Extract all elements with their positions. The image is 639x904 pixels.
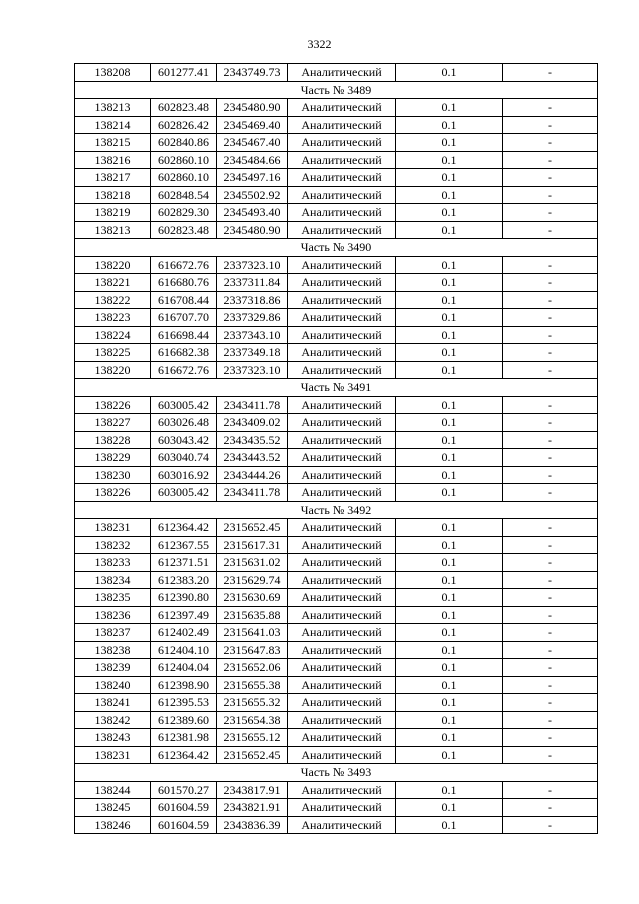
y-coordinate-cell: 2337343.10 xyxy=(217,326,288,344)
x-coordinate-cell: 616672.76 xyxy=(151,361,217,379)
section-title: Часть № 3492 xyxy=(75,501,598,519)
y-coordinate-cell: 2315630.69 xyxy=(217,589,288,607)
accuracy-cell: 0.1 xyxy=(396,291,503,309)
x-coordinate-cell: 602860.10 xyxy=(151,169,217,187)
y-coordinate-cell: 2343836.39 xyxy=(217,816,288,834)
table-row xyxy=(75,711,598,729)
accuracy-cell: 0.1 xyxy=(396,186,503,204)
y-coordinate-cell: 2315629.74 xyxy=(217,571,288,589)
x-coordinate-cell: 612404.10 xyxy=(151,641,217,659)
point-number-cell: 138208 xyxy=(75,64,151,82)
x-coordinate-cell: 616682.38 xyxy=(151,344,217,362)
x-coordinate-cell: 616698.44 xyxy=(151,326,217,344)
section-header-row xyxy=(75,379,598,397)
y-coordinate-cell: 2315641.03 xyxy=(217,624,288,642)
note-cell: - xyxy=(503,256,598,274)
accuracy-cell: 0.1 xyxy=(396,449,503,467)
table-row xyxy=(75,676,598,694)
table-row xyxy=(75,624,598,642)
y-coordinate-cell: 2337349.18 xyxy=(217,344,288,362)
accuracy-cell: 0.1 xyxy=(396,746,503,764)
method-cell: Аналитический xyxy=(288,729,396,747)
y-coordinate-cell: 2345484.66 xyxy=(217,151,288,169)
coordinates-table-body xyxy=(75,64,598,834)
accuracy-cell: 0.1 xyxy=(396,204,503,222)
x-coordinate-cell: 612381.98 xyxy=(151,729,217,747)
table-row xyxy=(75,519,598,537)
point-number-cell: 138221 xyxy=(75,274,151,292)
y-coordinate-cell: 2343411.78 xyxy=(217,396,288,414)
point-number-cell: 138216 xyxy=(75,151,151,169)
point-number-cell: 138246 xyxy=(75,816,151,834)
table-row xyxy=(75,134,598,152)
x-coordinate-cell: 603043.42 xyxy=(151,431,217,449)
table-row xyxy=(75,589,598,607)
y-coordinate-cell: 2343443.52 xyxy=(217,449,288,467)
note-cell: - xyxy=(503,536,598,554)
point-number-cell: 138229 xyxy=(75,449,151,467)
accuracy-cell: 0.1 xyxy=(396,396,503,414)
note-cell: - xyxy=(503,64,598,82)
accuracy-cell: 0.1 xyxy=(396,134,503,152)
y-coordinate-cell: 2315652.45 xyxy=(217,746,288,764)
x-coordinate-cell: 612398.90 xyxy=(151,676,217,694)
x-coordinate-cell: 602860.10 xyxy=(151,151,217,169)
section-title: Часть № 3489 xyxy=(75,81,598,99)
method-cell: Аналитический xyxy=(288,606,396,624)
point-number-cell: 138240 xyxy=(75,676,151,694)
point-number-cell: 138223 xyxy=(75,309,151,327)
method-cell: Аналитический xyxy=(288,589,396,607)
method-cell: Аналитический xyxy=(288,676,396,694)
accuracy-cell: 0.1 xyxy=(396,344,503,362)
y-coordinate-cell: 2345502.92 xyxy=(217,186,288,204)
point-number-cell: 138233 xyxy=(75,554,151,572)
x-coordinate-cell: 612390.80 xyxy=(151,589,217,607)
note-cell: - xyxy=(503,746,598,764)
point-number-cell: 138235 xyxy=(75,589,151,607)
note-cell: - xyxy=(503,361,598,379)
note-cell: - xyxy=(503,186,598,204)
x-coordinate-cell: 616680.76 xyxy=(151,274,217,292)
note-cell: - xyxy=(503,449,598,467)
method-cell: Аналитический xyxy=(288,694,396,712)
method-cell: Аналитический xyxy=(288,519,396,537)
method-cell: Аналитический xyxy=(288,99,396,117)
y-coordinate-cell: 2315655.12 xyxy=(217,729,288,747)
point-number-cell: 138213 xyxy=(75,221,151,239)
accuracy-cell: 0.1 xyxy=(396,729,503,747)
note-cell: - xyxy=(503,274,598,292)
y-coordinate-cell: 2315635.88 xyxy=(217,606,288,624)
note-cell: - xyxy=(503,99,598,117)
table-row xyxy=(75,466,598,484)
x-coordinate-cell: 603026.48 xyxy=(151,414,217,432)
method-cell: Аналитический xyxy=(288,151,396,169)
method-cell: Аналитический xyxy=(288,711,396,729)
point-number-cell: 138227 xyxy=(75,414,151,432)
table-row xyxy=(75,116,598,134)
table-row xyxy=(75,659,598,677)
x-coordinate-cell: 601604.59 xyxy=(151,799,217,817)
accuracy-cell: 0.1 xyxy=(396,414,503,432)
y-coordinate-cell: 2315652.06 xyxy=(217,659,288,677)
point-number-cell: 138219 xyxy=(75,204,151,222)
note-cell: - xyxy=(503,414,598,432)
note-cell: - xyxy=(503,659,598,677)
method-cell: Аналитический xyxy=(288,484,396,502)
method-cell: Аналитический xyxy=(288,466,396,484)
method-cell: Аналитический xyxy=(288,186,396,204)
accuracy-cell: 0.1 xyxy=(396,676,503,694)
y-coordinate-cell: 2315631.02 xyxy=(217,554,288,572)
x-coordinate-cell: 612383.20 xyxy=(151,571,217,589)
table-row xyxy=(75,816,598,834)
point-number-cell: 138237 xyxy=(75,624,151,642)
point-number-cell: 138222 xyxy=(75,291,151,309)
note-cell: - xyxy=(503,676,598,694)
method-cell: Аналитический xyxy=(288,414,396,432)
point-number-cell: 138220 xyxy=(75,256,151,274)
x-coordinate-cell: 612367.55 xyxy=(151,536,217,554)
accuracy-cell: 0.1 xyxy=(396,624,503,642)
point-number-cell: 138215 xyxy=(75,134,151,152)
accuracy-cell: 0.1 xyxy=(396,589,503,607)
table-row xyxy=(75,554,598,572)
table-row xyxy=(75,799,598,817)
accuracy-cell: 0.1 xyxy=(396,571,503,589)
table-row xyxy=(75,361,598,379)
x-coordinate-cell: 612364.42 xyxy=(151,519,217,537)
accuracy-cell: 0.1 xyxy=(396,169,503,187)
point-number-cell: 138244 xyxy=(75,781,151,799)
y-coordinate-cell: 2337311.84 xyxy=(217,274,288,292)
method-cell: Аналитический xyxy=(288,134,396,152)
x-coordinate-cell: 602848.54 xyxy=(151,186,217,204)
method-cell: Аналитический xyxy=(288,274,396,292)
note-cell: - xyxy=(503,641,598,659)
x-coordinate-cell: 616672.76 xyxy=(151,256,217,274)
accuracy-cell: 0.1 xyxy=(396,554,503,572)
point-number-cell: 138241 xyxy=(75,694,151,712)
method-cell: Аналитический xyxy=(288,256,396,274)
accuracy-cell: 0.1 xyxy=(396,116,503,134)
accuracy-cell: 0.1 xyxy=(396,519,503,537)
note-cell: - xyxy=(503,711,598,729)
point-number-cell: 138225 xyxy=(75,344,151,362)
x-coordinate-cell: 602829.30 xyxy=(151,204,217,222)
x-coordinate-cell: 612404.04 xyxy=(151,659,217,677)
point-number-cell: 138226 xyxy=(75,484,151,502)
note-cell: - xyxy=(503,204,598,222)
section-title: Часть № 3493 xyxy=(75,764,598,782)
note-cell: - xyxy=(503,606,598,624)
table-row xyxy=(75,64,598,82)
method-cell: Аналитический xyxy=(288,291,396,309)
method-cell: Аналитический xyxy=(288,64,396,82)
y-coordinate-cell: 2345480.90 xyxy=(217,221,288,239)
y-coordinate-cell: 2343444.26 xyxy=(217,466,288,484)
accuracy-cell: 0.1 xyxy=(396,641,503,659)
table-row xyxy=(75,151,598,169)
method-cell: Аналитический xyxy=(288,746,396,764)
table-row xyxy=(75,344,598,362)
point-number-cell: 138230 xyxy=(75,466,151,484)
note-cell: - xyxy=(503,589,598,607)
accuracy-cell: 0.1 xyxy=(396,151,503,169)
y-coordinate-cell: 2315647.83 xyxy=(217,641,288,659)
accuracy-cell: 0.1 xyxy=(396,694,503,712)
accuracy-cell: 0.1 xyxy=(396,484,503,502)
table-row xyxy=(75,186,598,204)
section-title: Часть № 3490 xyxy=(75,239,598,257)
point-number-cell: 138220 xyxy=(75,361,151,379)
note-cell: - xyxy=(503,466,598,484)
table-row xyxy=(75,204,598,222)
point-number-cell: 138234 xyxy=(75,571,151,589)
note-cell: - xyxy=(503,799,598,817)
x-coordinate-cell: 603005.42 xyxy=(151,396,217,414)
point-number-cell: 138231 xyxy=(75,746,151,764)
method-cell: Аналитический xyxy=(288,641,396,659)
accuracy-cell: 0.1 xyxy=(396,256,503,274)
y-coordinate-cell: 2337323.10 xyxy=(217,361,288,379)
note-cell: - xyxy=(503,431,598,449)
y-coordinate-cell: 2345467.40 xyxy=(217,134,288,152)
method-cell: Аналитический xyxy=(288,449,396,467)
accuracy-cell: 0.1 xyxy=(396,361,503,379)
y-coordinate-cell: 2343749.73 xyxy=(217,64,288,82)
accuracy-cell: 0.1 xyxy=(396,781,503,799)
method-cell: Аналитический xyxy=(288,536,396,554)
x-coordinate-cell: 612364.42 xyxy=(151,746,217,764)
y-coordinate-cell: 2337323.10 xyxy=(217,256,288,274)
y-coordinate-cell: 2315655.32 xyxy=(217,694,288,712)
accuracy-cell: 0.1 xyxy=(396,326,503,344)
x-coordinate-cell: 612402.49 xyxy=(151,624,217,642)
accuracy-cell: 0.1 xyxy=(396,816,503,834)
table-row xyxy=(75,274,598,292)
x-coordinate-cell: 612371.51 xyxy=(151,554,217,572)
note-cell: - xyxy=(503,519,598,537)
x-coordinate-cell: 616707.70 xyxy=(151,309,217,327)
table-row xyxy=(75,641,598,659)
section-title: Часть № 3491 xyxy=(75,379,598,397)
coordinates-table xyxy=(74,63,598,834)
note-cell: - xyxy=(503,729,598,747)
table-row xyxy=(75,606,598,624)
y-coordinate-cell: 2337318.86 xyxy=(217,291,288,309)
accuracy-cell: 0.1 xyxy=(396,659,503,677)
note-cell: - xyxy=(503,326,598,344)
table-row xyxy=(75,326,598,344)
table-row xyxy=(75,536,598,554)
point-number-cell: 138226 xyxy=(75,396,151,414)
x-coordinate-cell: 603040.74 xyxy=(151,449,217,467)
method-cell: Аналитический xyxy=(288,221,396,239)
method-cell: Аналитический xyxy=(288,344,396,362)
x-coordinate-cell: 603005.42 xyxy=(151,484,217,502)
note-cell: - xyxy=(503,484,598,502)
section-header-row xyxy=(75,239,598,257)
section-header-row xyxy=(75,81,598,99)
point-number-cell: 138214 xyxy=(75,116,151,134)
method-cell: Аналитический xyxy=(288,659,396,677)
y-coordinate-cell: 2315654.38 xyxy=(217,711,288,729)
y-coordinate-cell: 2337329.86 xyxy=(217,309,288,327)
point-number-cell: 138243 xyxy=(75,729,151,747)
y-coordinate-cell: 2345493.40 xyxy=(217,204,288,222)
y-coordinate-cell: 2315652.45 xyxy=(217,519,288,537)
point-number-cell: 138242 xyxy=(75,711,151,729)
x-coordinate-cell: 601604.59 xyxy=(151,816,217,834)
table-row xyxy=(75,414,598,432)
point-number-cell: 138239 xyxy=(75,659,151,677)
point-number-cell: 138213 xyxy=(75,99,151,117)
section-header-row xyxy=(75,764,598,782)
x-coordinate-cell: 602840.86 xyxy=(151,134,217,152)
note-cell: - xyxy=(503,624,598,642)
point-number-cell: 138217 xyxy=(75,169,151,187)
note-cell: - xyxy=(503,571,598,589)
table-row xyxy=(75,729,598,747)
point-number-cell: 138238 xyxy=(75,641,151,659)
table-row xyxy=(75,309,598,327)
table-row xyxy=(75,99,598,117)
point-number-cell: 138245 xyxy=(75,799,151,817)
note-cell: - xyxy=(503,554,598,572)
method-cell: Аналитический xyxy=(288,361,396,379)
y-coordinate-cell: 2343821.91 xyxy=(217,799,288,817)
y-coordinate-cell: 2343409.02 xyxy=(217,414,288,432)
point-number-cell: 138232 xyxy=(75,536,151,554)
method-cell: Аналитический xyxy=(288,309,396,327)
x-coordinate-cell: 601570.27 xyxy=(151,781,217,799)
accuracy-cell: 0.1 xyxy=(396,466,503,484)
method-cell: Аналитический xyxy=(288,116,396,134)
x-coordinate-cell: 602823.48 xyxy=(151,221,217,239)
note-cell: - xyxy=(503,781,598,799)
table-row xyxy=(75,449,598,467)
note-cell: - xyxy=(503,309,598,327)
table-row xyxy=(75,484,598,502)
note-cell: - xyxy=(503,344,598,362)
table-row xyxy=(75,571,598,589)
accuracy-cell: 0.1 xyxy=(396,309,503,327)
method-cell: Аналитический xyxy=(288,204,396,222)
accuracy-cell: 0.1 xyxy=(396,64,503,82)
x-coordinate-cell: 612395.53 xyxy=(151,694,217,712)
method-cell: Аналитический xyxy=(288,431,396,449)
table-row xyxy=(75,291,598,309)
table-row xyxy=(75,396,598,414)
y-coordinate-cell: 2345480.90 xyxy=(217,99,288,117)
method-cell: Аналитический xyxy=(288,554,396,572)
point-number-cell: 138236 xyxy=(75,606,151,624)
method-cell: Аналитический xyxy=(288,624,396,642)
point-number-cell: 138218 xyxy=(75,186,151,204)
y-coordinate-cell: 2345497.16 xyxy=(217,169,288,187)
note-cell: - xyxy=(503,221,598,239)
method-cell: Аналитический xyxy=(288,169,396,187)
note-cell: - xyxy=(503,396,598,414)
table-row xyxy=(75,256,598,274)
note-cell: - xyxy=(503,151,598,169)
accuracy-cell: 0.1 xyxy=(396,274,503,292)
accuracy-cell: 0.1 xyxy=(396,536,503,554)
point-number-cell: 138224 xyxy=(75,326,151,344)
point-number-cell: 138228 xyxy=(75,431,151,449)
y-coordinate-cell: 2343817.91 xyxy=(217,781,288,799)
method-cell: Аналитический xyxy=(288,326,396,344)
x-coordinate-cell: 601277.41 xyxy=(151,64,217,82)
method-cell: Аналитический xyxy=(288,571,396,589)
table-row xyxy=(75,694,598,712)
accuracy-cell: 0.1 xyxy=(396,221,503,239)
y-coordinate-cell: 2315655.38 xyxy=(217,676,288,694)
x-coordinate-cell: 612397.49 xyxy=(151,606,217,624)
y-coordinate-cell: 2343435.52 xyxy=(217,431,288,449)
y-coordinate-cell: 2343411.78 xyxy=(217,484,288,502)
x-coordinate-cell: 602826.42 xyxy=(151,116,217,134)
note-cell: - xyxy=(503,291,598,309)
note-cell: - xyxy=(503,694,598,712)
note-cell: - xyxy=(503,169,598,187)
method-cell: Аналитический xyxy=(288,816,396,834)
x-coordinate-cell: 602823.48 xyxy=(151,99,217,117)
x-coordinate-cell: 603016.92 xyxy=(151,466,217,484)
method-cell: Аналитический xyxy=(288,396,396,414)
accuracy-cell: 0.1 xyxy=(396,711,503,729)
y-coordinate-cell: 2315617.31 xyxy=(217,536,288,554)
note-cell: - xyxy=(503,116,598,134)
point-number-cell: 138231 xyxy=(75,519,151,537)
method-cell: Аналитический xyxy=(288,799,396,817)
x-coordinate-cell: 616708.44 xyxy=(151,291,217,309)
page-number: 3322 xyxy=(307,37,332,51)
section-header-row xyxy=(75,501,598,519)
table-row xyxy=(75,169,598,187)
table-row xyxy=(75,746,598,764)
table-row xyxy=(75,221,598,239)
y-coordinate-cell: 2345469.40 xyxy=(217,116,288,134)
note-cell: - xyxy=(503,134,598,152)
accuracy-cell: 0.1 xyxy=(396,431,503,449)
table-row xyxy=(75,781,598,799)
accuracy-cell: 0.1 xyxy=(396,606,503,624)
table-row xyxy=(75,431,598,449)
x-coordinate-cell: 612389.60 xyxy=(151,711,217,729)
method-cell: Аналитический xyxy=(288,781,396,799)
note-cell: - xyxy=(503,816,598,834)
accuracy-cell: 0.1 xyxy=(396,799,503,817)
accuracy-cell: 0.1 xyxy=(396,99,503,117)
